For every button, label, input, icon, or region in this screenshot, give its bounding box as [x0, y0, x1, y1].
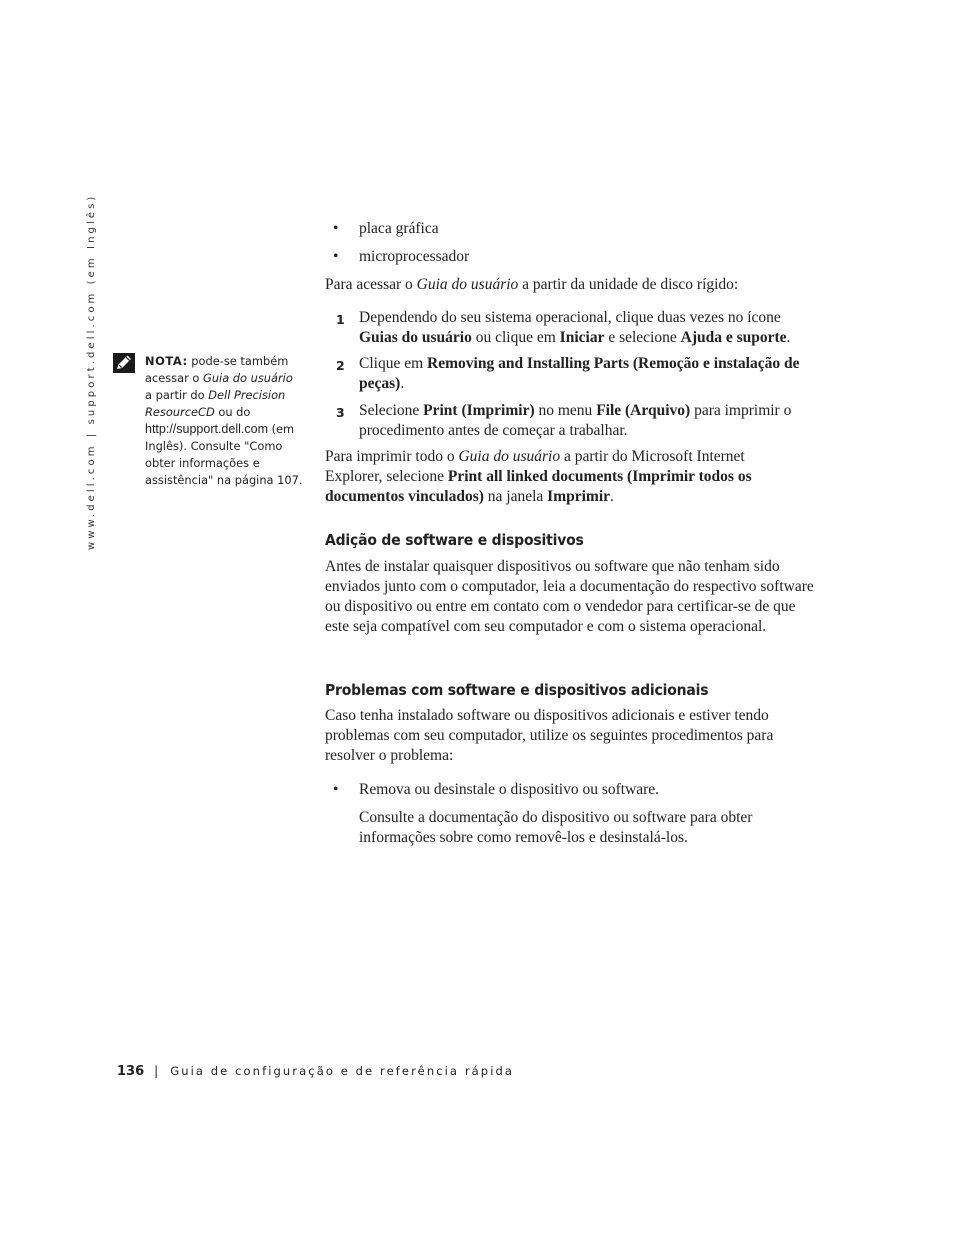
text: a partir do Microsoft Internet Explorer, selecione [325, 448, 745, 485]
page-footer [117, 1062, 514, 1080]
note-guide-title: Guia do usuário [203, 371, 293, 385]
guide-title: Guia do usuário [458, 448, 561, 465]
section-paragraph: Caso tenha instalado software ou dispositivos adicionais e estiver tendo problemas com seu computador, utilize os seguintes procedimentos para resolver o problema: [325, 707, 774, 764]
bullet: • [333, 220, 339, 237]
text: . [786, 329, 791, 346]
note-pencil-icon [113, 353, 135, 373]
note-text-part: ou do [214, 405, 251, 419]
text: ou clique em [471, 329, 560, 346]
page-number: 136 [117, 1064, 145, 1079]
menu-term: Iniciar [559, 329, 605, 346]
guide-title: Guia do usuário [416, 276, 519, 293]
section-paragraph: Antes de instalar quaisquer dispositivos ou software que não tenham sido enviados junto com o computador, leia a documentação do respectivo software ou dispositivo ou entre em contato com o vendedor para certificar-se de que este seja compatível com seu computador e com o sistema operacional. [325, 558, 814, 635]
section-heading: Problemas com software e dispositivos adicionais [325, 681, 709, 699]
note-text [145, 353, 303, 489]
menu-term: Print (Imprimir) [423, 402, 535, 419]
text: Selecione [359, 402, 424, 419]
print-paragraph [325, 447, 775, 507]
text: Para acessar o [325, 276, 417, 293]
menu-term: File (Arquivo) [596, 402, 691, 419]
text: Para imprimir todo o [325, 448, 459, 465]
step-number: 3 [336, 405, 345, 420]
list-item [325, 219, 439, 239]
text: . [610, 488, 614, 505]
sidebar-url: www.dell.com | support.dell.com (em Inglês) [86, 193, 97, 550]
menu-term: Guias do usuário [359, 329, 472, 346]
text: Clique em [359, 355, 428, 372]
text: no menu [534, 402, 597, 419]
text: para imprimir o procedimento antes de começar a trabalhar. [359, 402, 792, 439]
section-heading: Adição de software e dispositivos [325, 531, 584, 549]
note-cd-title: Dell Precision ResourceCD [145, 388, 286, 419]
bullet: • [333, 248, 339, 265]
text: a partir da unidade de disco rígido: [518, 276, 739, 293]
menu-term: Removing and Installing Parts (Remoção e instalação de peças) [359, 355, 800, 392]
note-text-part: pode-se também acessar o [145, 354, 289, 385]
footer-title: Guia de configuração e de referência rápida [170, 1064, 515, 1078]
menu-term: Imprimir [547, 488, 611, 505]
step-number: 1 [336, 312, 345, 327]
step-3 [325, 401, 820, 441]
text: . [400, 375, 405, 392]
intro-paragraph [325, 275, 820, 295]
list-item-text: placa gráfica [359, 220, 439, 237]
text: e selecione [604, 329, 681, 346]
text: Dependendo do seu sistema operacional, clique duas vezes no ícone [359, 309, 781, 326]
bullet: • [333, 781, 339, 798]
sub-paragraph: Consulte a documentação do dispositivo ou software para obter informações sobre como removê-los e desinstalá-los. [359, 809, 753, 846]
step-2 [325, 354, 820, 394]
note-box [113, 353, 303, 489]
list-item [325, 780, 820, 800]
list-item-text: Remova ou desinstale o dispositivo ou software. [359, 781, 660, 798]
footer-separator: | [154, 1064, 159, 1078]
menu-term: Print all linked documents (Imprimir todos os documentos vinculados) [325, 468, 752, 505]
step-number: 2 [336, 358, 345, 373]
note-label: NOTA: [145, 354, 188, 368]
note-text-part: a partir do [145, 388, 209, 402]
list-item [325, 247, 469, 267]
note-support-link[interactable]: http://support.dell.com [145, 422, 268, 436]
text: na janela [483, 488, 548, 505]
note-text-part: (em Inglês). Consulte "Como obter informações e assistência" na página 107. [145, 422, 303, 487]
list-item-text: microprocessador [359, 248, 470, 265]
step-1 [325, 308, 820, 348]
menu-term: Ajuda e suporte [680, 329, 787, 346]
